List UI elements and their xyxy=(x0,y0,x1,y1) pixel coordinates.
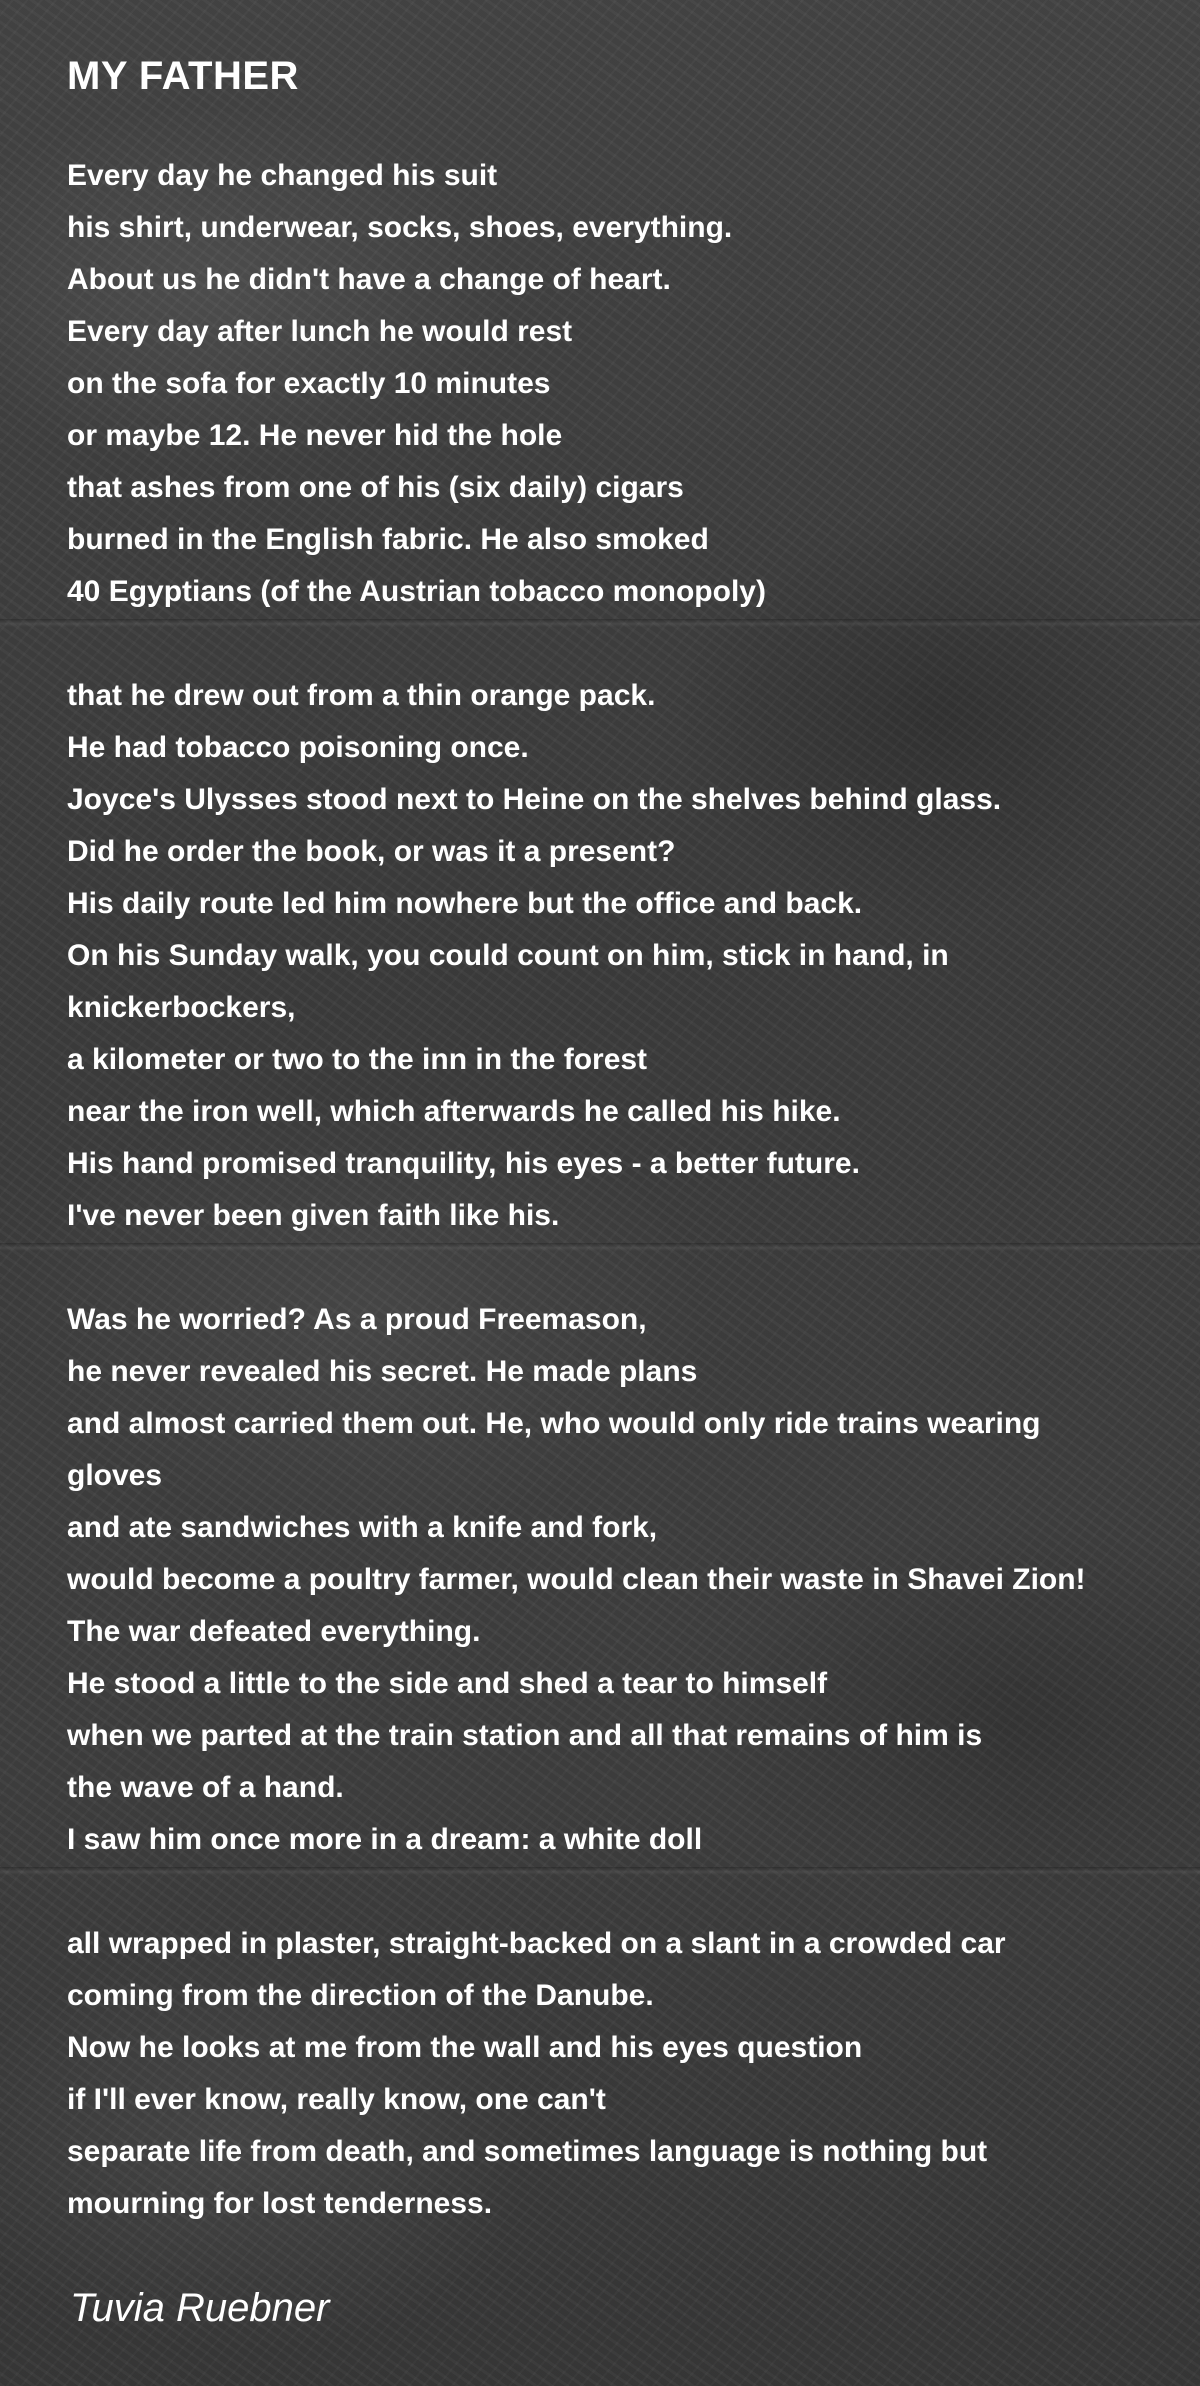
poem-author: Tuvia Ruebner xyxy=(70,2286,330,2330)
poem-line: and almost carried them out. He, who would only ride trains wearing xyxy=(67,1407,1041,1440)
poem-line: I saw him once more in a dream: a white doll xyxy=(67,1823,703,1856)
poem-line: 40 Egyptians (of the Austrian tobacco monopoly) xyxy=(67,575,766,608)
poem-line: coming from the direction of the Danube. xyxy=(67,1979,654,2012)
poem-line: would become a poultry farmer, would clean their waste in Shavei Zion! xyxy=(67,1563,1086,1596)
poem-line: He had tobacco poisoning once. xyxy=(67,731,529,764)
poem-line: He stood a little to the side and shed a tear to himself xyxy=(67,1667,828,1700)
poem-line: and ate sandwiches with a knife and fork, xyxy=(67,1511,658,1544)
stanza-break xyxy=(67,1242,1192,1294)
poem-line: if I'll ever know, really know, one can't xyxy=(67,2083,606,2116)
poem-line: when we parted at the train station and all that remains of him is xyxy=(67,1719,983,1752)
poem-stanza xyxy=(67,670,1192,1242)
poem-line: About us he didn't have a change of heart. xyxy=(67,263,671,296)
poem-line: on the sofa for exactly 10 minutes xyxy=(67,367,551,400)
poem-title: MY FATHER xyxy=(67,54,299,98)
poem-line: a kilometer or two to the inn in the forest xyxy=(67,1043,648,1076)
poem-line: Was he worried? As a proud Freemason, xyxy=(67,1303,647,1336)
poem-line: he never revealed his secret. He made plans xyxy=(67,1355,698,1388)
poem-line: mourning for lost tenderness. xyxy=(67,2187,493,2220)
stanza-break xyxy=(67,1866,1192,1918)
poem-line: gloves xyxy=(67,1459,163,1492)
poem-line: I've never been given faith like his. xyxy=(67,1199,560,1232)
poem-stanza xyxy=(67,1294,1192,1866)
poem-line: or maybe 12. He never hid the hole xyxy=(67,419,563,452)
poem-line: The war defeated everything. xyxy=(67,1615,481,1648)
poem-line: that he drew out from a thin orange pack. xyxy=(67,679,656,712)
poem-body xyxy=(67,150,1192,2230)
poem-line: Now he looks at me from the wall and his eyes question xyxy=(67,2031,863,2064)
poem-line: On his Sunday walk, you could count on him, stick in hand, in xyxy=(67,939,949,972)
poem-line: Every day he changed his suit xyxy=(67,159,498,192)
poem-line: Joyce's Ulysses stood next to Heine on the shelves behind glass. xyxy=(67,783,1002,816)
poem-line: knickerbockers, xyxy=(67,991,296,1024)
poem-line: His daily route led him nowhere but the office and back. xyxy=(67,887,863,920)
poem-line: Every day after lunch he would rest xyxy=(67,315,573,348)
poem-line: his shirt, underwear, socks, shoes, everything. xyxy=(67,211,733,244)
poem-line: the wave of a hand. xyxy=(67,1771,344,1804)
poem-stanza xyxy=(67,1918,1192,2230)
stanza-break xyxy=(67,618,1192,670)
poem-stanza xyxy=(67,150,1192,618)
poem-line: burned in the English fabric. He also smoked xyxy=(67,523,709,556)
poem-line: Did he order the book, or was it a present? xyxy=(67,835,676,868)
poem-line: His hand promised tranquility, his eyes - a better future. xyxy=(67,1147,860,1180)
poem-line: separate life from death, and sometimes language is nothing but xyxy=(67,2135,988,2168)
poem-line: all wrapped in plaster, straight-backed on a slant in a crowded car xyxy=(67,1927,1006,1960)
poem-line: near the iron well, which afterwards he called his hike. xyxy=(67,1095,841,1128)
poem-line: that ashes from one of his (six daily) cigars xyxy=(67,471,684,504)
